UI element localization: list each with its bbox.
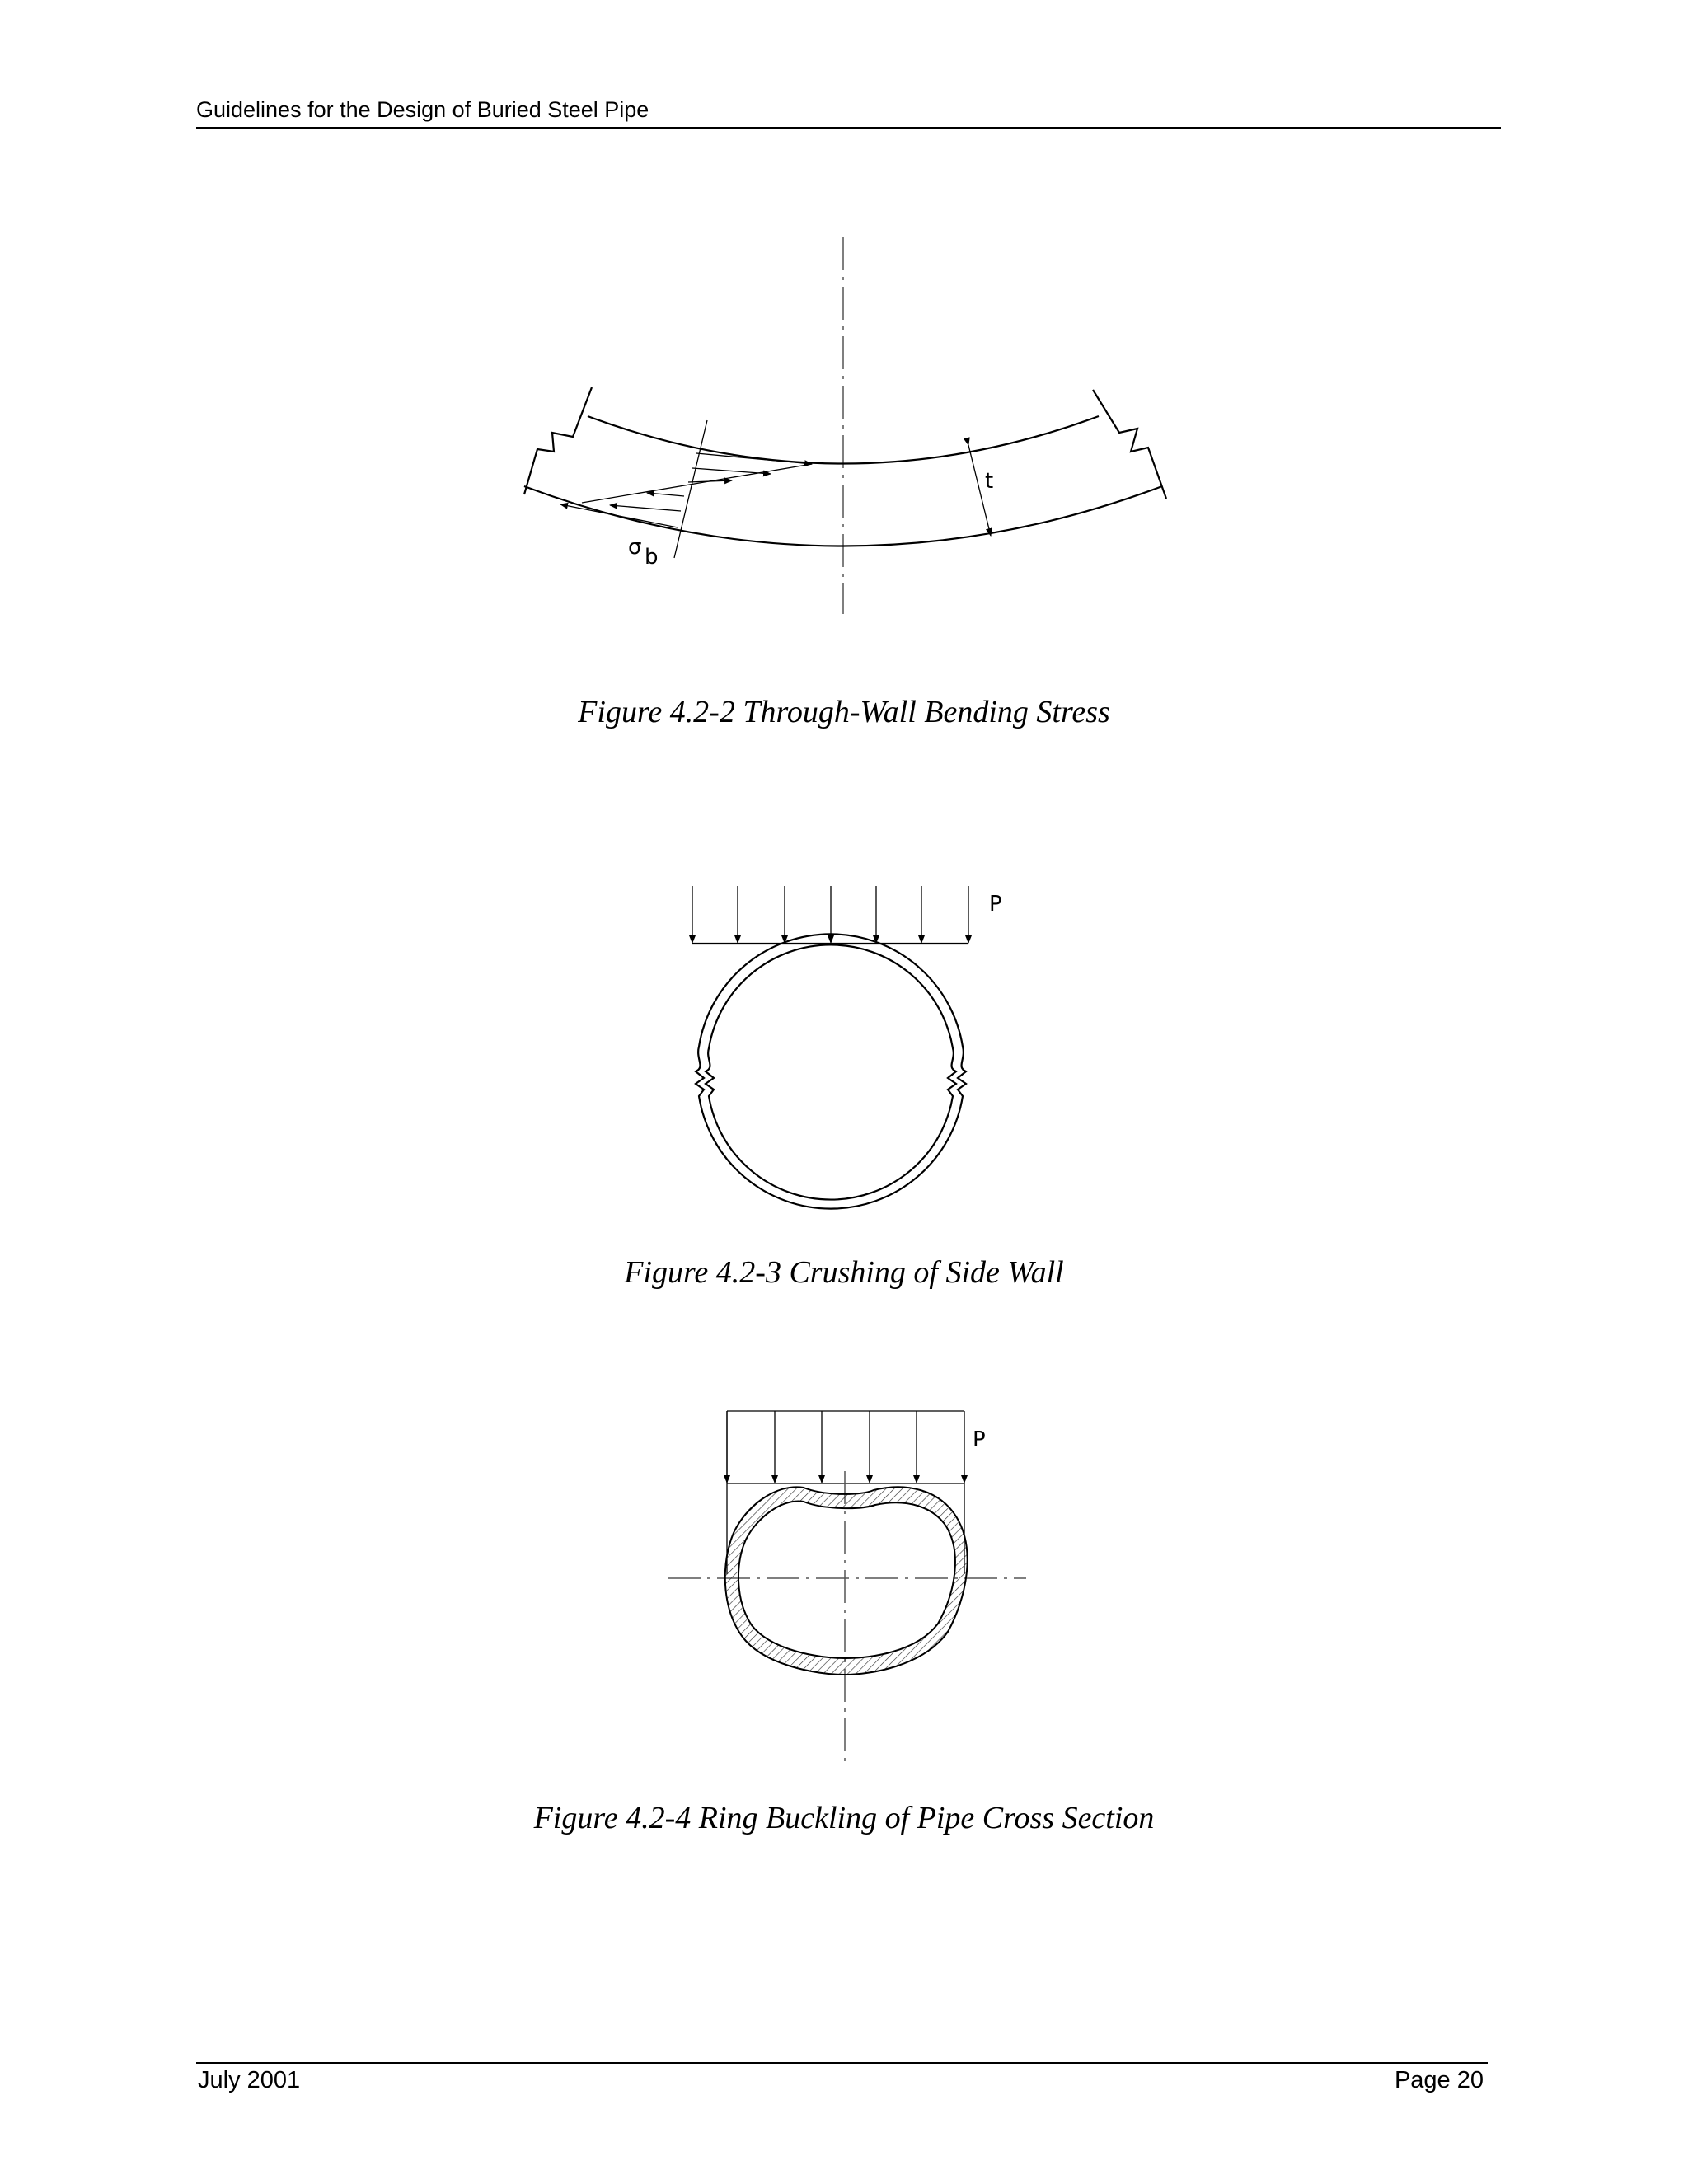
footer-date: July 2001 <box>198 2067 301 2093</box>
label-sigma: σ <box>628 535 642 560</box>
footer-rule <box>196 2062 1488 2064</box>
label-sigma-subscript: b <box>645 545 659 569</box>
label-p: P <box>973 1427 986 1452</box>
footer-page-number: Page 20 <box>1394 2067 1484 2093</box>
label-p: P <box>989 892 1002 916</box>
figure-caption-4-2-2: Figure 4.2-2 Through-Wall Bending Stress <box>578 695 1110 729</box>
figure-caption-4-2-4: Figure 4.2-4 Ring Buckling of Pipe Cross Section <box>533 1801 1155 1835</box>
buckled-pipe-section <box>725 1487 968 1675</box>
figure-caption-4-2-3: Figure 4.2-3 Crushing of Side Wall <box>624 1255 1064 1290</box>
label-t: t <box>985 469 994 494</box>
load-arrows <box>727 1411 964 1483</box>
page-header-title: Guidelines for the Design of Buried Steel Pipe <box>196 97 649 122</box>
